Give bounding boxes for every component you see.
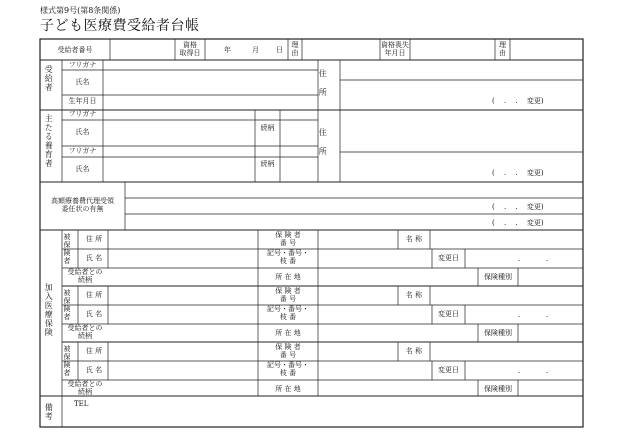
insured-name-label: 氏 名 — [85, 254, 103, 262]
change-note: ( . . 変更) — [492, 169, 544, 177]
furigana-label: フリガナ — [68, 147, 97, 155]
org-name-label: 名 称 — [405, 347, 423, 355]
insurer-number-label: 保 険 者 番 号 — [275, 231, 301, 248]
remarks-label: 備考 — [44, 403, 54, 421]
relation-label: 続柄 — [260, 124, 275, 132]
change-note: ( . . 変更) — [492, 97, 544, 105]
relation-label: 受給者との 続柄 — [67, 268, 103, 285]
form-reference: 様式第9号(第8条関係) — [40, 6, 121, 15]
address-label: 住 所 — [318, 69, 328, 97]
insured-label: 被保険者 — [63, 233, 72, 265]
date-dot: . — [546, 367, 549, 375]
insurer-number-label: 保 険 者 番 号 — [275, 287, 301, 304]
insurance-type-label: 保険種別 — [484, 273, 512, 281]
change-date-label: 変更日 — [438, 310, 459, 318]
dob-label: 生年月日 — [68, 97, 97, 105]
insured-label: 被保険者 — [63, 345, 72, 377]
insured-name-label: 氏 名 — [85, 310, 103, 318]
change-date-label: 変更日 — [438, 366, 459, 374]
location-label: 所 在 地 — [275, 329, 301, 337]
location-label: 所 在 地 — [275, 385, 301, 393]
name-label: 氏名 — [75, 128, 90, 136]
insured-name-label: 氏 名 — [85, 366, 103, 374]
furigana-label: フリガナ — [68, 110, 97, 118]
symbol-number-label: 記号・番号・ 枝 番 — [267, 305, 309, 322]
loss-date-label: 資格喪失 年月日 — [381, 41, 409, 58]
insurance-group-label: 加入医療保険 — [44, 283, 54, 337]
insured-address-label: 住 所 — [85, 235, 103, 243]
insured-address-label: 住 所 — [85, 347, 103, 355]
date-dot: . — [518, 311, 521, 319]
guardian-group-label: 主たる養育者 — [44, 114, 54, 168]
name-label: 氏名 — [75, 165, 90, 173]
day-label: 日 — [276, 46, 283, 54]
date-dot: . — [518, 255, 521, 263]
insured-label: 被保険者 — [63, 289, 72, 321]
address-label: 住 所 — [318, 128, 328, 156]
high-cost-label: 高額療養費代理受領 委任状の有無 — [51, 197, 114, 214]
reason-label-2: 理 由 — [499, 41, 506, 58]
furigana-label: フリガナ — [68, 61, 97, 69]
change-note: ( . . 変更) — [492, 219, 544, 227]
recipient-group-label: 受給者 — [44, 65, 54, 92]
org-name-label: 名 称 — [405, 235, 423, 243]
relation-label: 受給者との 続柄 — [67, 324, 103, 341]
acquisition-date-label: 資格 取得日 — [179, 41, 201, 58]
year-label: 年 — [224, 46, 231, 54]
page-title: 子ども医療費受給者台帳 — [40, 18, 200, 34]
org-name-label: 名 称 — [405, 291, 423, 299]
reason-label: 理 由 — [291, 41, 299, 58]
insured-address-label: 住 所 — [85, 291, 103, 299]
month-label: 月 — [252, 46, 259, 54]
symbol-number-label: 記号・番号・ 枝 番 — [267, 249, 309, 266]
name-label: 氏名 — [75, 78, 90, 86]
date-dot: . — [546, 311, 549, 319]
change-date-label: 変更日 — [438, 254, 459, 262]
insurance-type-label: 保険種別 — [484, 329, 512, 337]
recipient-number-label: 受給者番号 — [57, 46, 93, 54]
insurance-type-label: 保険種別 — [484, 385, 512, 393]
tel-label: TEL — [74, 400, 89, 408]
relation-label: 受給者との 続柄 — [67, 380, 103, 397]
change-note: ( . . 変更) — [492, 203, 544, 211]
location-label: 所 在 地 — [275, 273, 301, 281]
symbol-number-label: 記号・番号・ 枝 番 — [267, 361, 309, 378]
date-dot: . — [518, 367, 521, 375]
date-dot: . — [546, 255, 549, 263]
insurer-number-label: 保 険 者 番 号 — [275, 343, 301, 360]
relation-label: 続柄 — [260, 160, 275, 168]
